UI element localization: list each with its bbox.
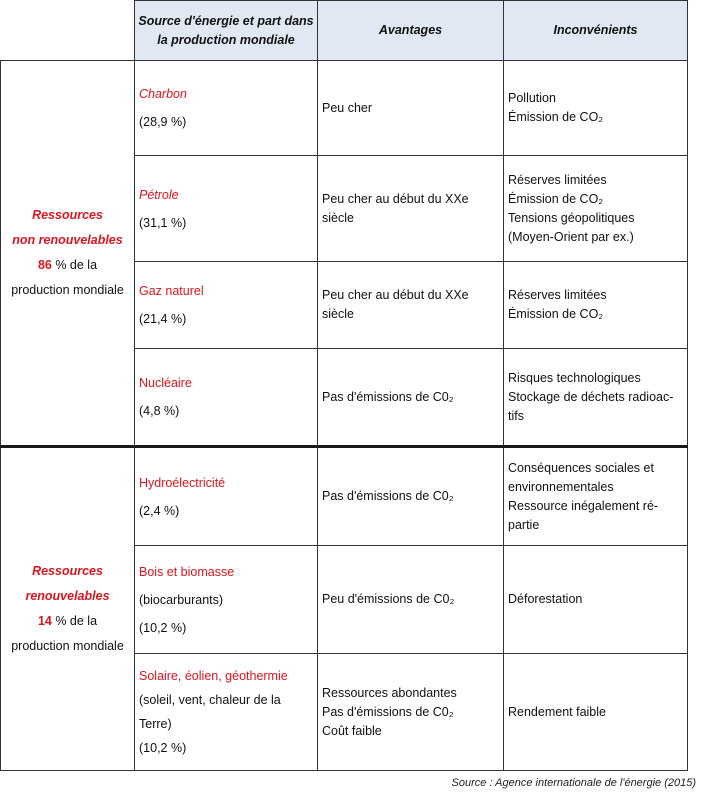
source-detail: (2,4 %) <box>139 503 180 518</box>
category-share <box>38 258 97 272</box>
category-subtitle: renouvelables <box>25 589 110 603</box>
disadvantages-cell <box>504 654 688 771</box>
advantage-line: Peu d'émissions de C0₂ <box>322 592 455 606</box>
disadvantage-line: Risques technologiques <box>508 370 641 385</box>
advantages-cell <box>318 156 504 262</box>
category-share-line2: production mondiale <box>11 283 124 297</box>
source-name: Gaz naturel <box>139 284 204 298</box>
category-nonrenewable <box>1 61 135 447</box>
advantages-cell <box>318 546 504 654</box>
disadvantage-line: Émission de CO₂ <box>508 110 604 124</box>
disadvantage-line: Rendement faible <box>508 704 606 719</box>
source-cell <box>135 156 318 262</box>
disadvantages-cell <box>504 156 688 262</box>
category-share-text: % de la <box>51 614 98 628</box>
source-detail: (biocarburants) <box>139 592 224 607</box>
disadvantage-line: Stockage de déchets radioac- <box>508 389 674 404</box>
disadvantage-line: (Moyen-Orient par ex.) <box>508 229 634 244</box>
source-cell <box>135 654 318 771</box>
advantages-cell <box>318 654 504 771</box>
disadvantage-line: environnementales <box>508 479 614 494</box>
disadvantage-line: Déforestation <box>508 592 583 606</box>
header-advantages: Avantages <box>318 1 504 61</box>
category-share <box>38 614 97 628</box>
source-name: Pétrole <box>139 187 179 202</box>
advantage-line: siècle <box>322 307 354 321</box>
source-detail: (soleil, vent, chaleur de la <box>139 693 281 707</box>
category-renewable <box>1 447 135 771</box>
disadvantage-line: Conséquences sociales et <box>508 460 654 475</box>
source-detail: (21,4 %) <box>139 312 187 326</box>
advantage-line: Peu cher au début du XXe <box>322 191 469 206</box>
header-source: Source d'énergie et part dans la production mondiale <box>135 1 318 61</box>
disadvantages-cell <box>504 61 688 156</box>
source-cell <box>135 262 318 349</box>
disadvantage-line: Émission de CO₂ <box>508 191 604 206</box>
disadvantage-line: Réserves limitées <box>508 288 607 302</box>
source-detail: (28,9 %) <box>139 115 187 129</box>
advantage-line: Pas d'émissions de C0₂ <box>322 704 454 719</box>
source-cell <box>135 349 318 447</box>
source-name: Nucléaire <box>139 376 192 390</box>
disadvantage-line: Tensions géopolitiques <box>508 210 635 225</box>
source-detail: (10,2 %) <box>139 741 187 755</box>
advantage-line: Coût faible <box>322 723 382 738</box>
disadvantages-cell <box>504 349 688 447</box>
advantage-line: siècle <box>322 210 354 225</box>
advantages-cell <box>318 349 504 447</box>
category-subtitle: non renouvelables <box>12 233 123 247</box>
source-cell <box>135 546 318 654</box>
category-share-line2: production mondiale <box>11 639 124 653</box>
disadvantage-line: Ressource inégalement ré- <box>508 498 659 513</box>
header-blank-cell <box>1 1 135 61</box>
advantage-line: Pas d'émissions de C0₂ <box>322 489 454 503</box>
advantage-line: Peu cher au début du XXe <box>322 288 469 302</box>
disadvantages-cell <box>504 262 688 349</box>
source-detail: (10,2 %) <box>139 620 187 635</box>
category-percent: 86 <box>37 258 52 272</box>
source-detail: (31,1 %) <box>139 215 187 230</box>
disadvantage-line: Émission de CO₂ <box>508 307 604 321</box>
disadvantage-line: Réserves limitées <box>508 172 607 187</box>
source-detail: (4,8 %) <box>139 404 180 418</box>
disadvantages-cell <box>504 546 688 654</box>
category-title: Ressources <box>32 208 103 222</box>
source-cell <box>135 61 318 156</box>
advantages-cell <box>318 262 504 349</box>
category-share-text: % de la <box>51 258 98 272</box>
advantages-cell <box>318 447 504 546</box>
source-name: Solaire, éolien, géothermie <box>139 669 288 683</box>
source-name: Bois et biomasse <box>139 564 235 579</box>
header-disadvantages: Inconvénients <box>504 1 688 61</box>
source-cell <box>135 447 318 546</box>
disadvantage-line: partie <box>508 517 540 532</box>
source-detail: Terre) <box>139 717 172 731</box>
category-title: Ressources <box>32 564 103 578</box>
advantage-line: Ressources abondantes <box>322 685 457 700</box>
disadvantage-line: Pollution <box>508 91 556 105</box>
disadvantages-cell <box>504 447 688 546</box>
source-name: Hydroélectricité <box>139 475 226 490</box>
advantage-line: Peu cher <box>322 100 373 115</box>
source-footnote: Source : Agence internationale de l'énergie (2015) <box>451 777 696 789</box>
category-percent: 14 <box>37 614 52 628</box>
advantages-cell <box>318 61 504 156</box>
advantage-line: Pas d'émissions de C0₂ <box>322 389 454 404</box>
source-name: Charbon <box>139 87 187 101</box>
disadvantage-line: tifs <box>508 408 524 423</box>
